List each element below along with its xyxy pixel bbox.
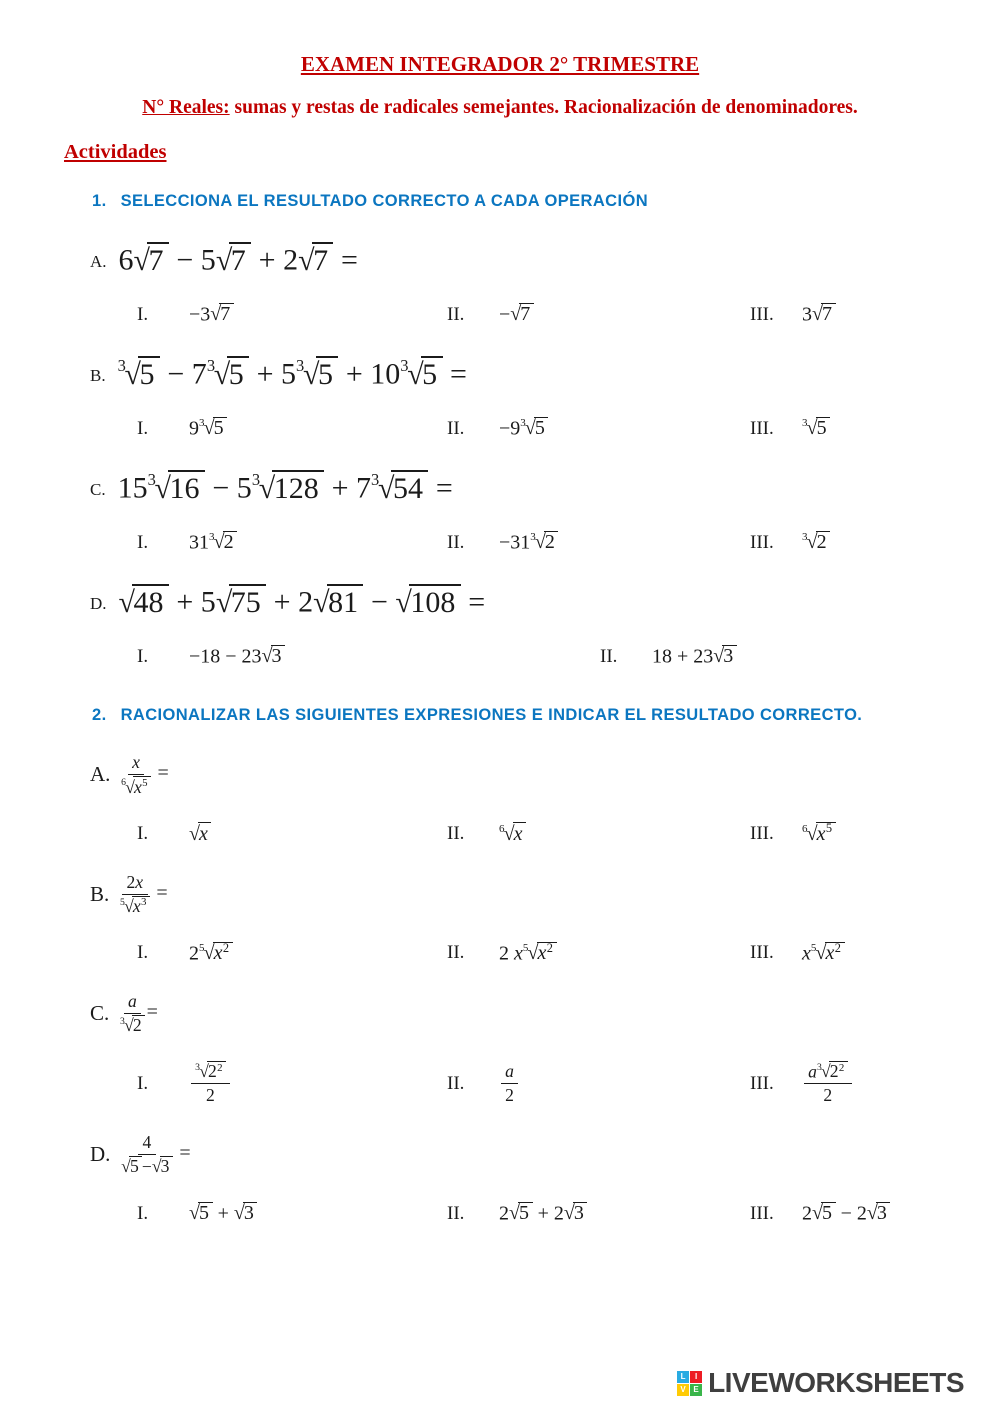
exercise-label: B. (90, 365, 106, 385)
option-label: II. (447, 417, 465, 439)
options-1a (137, 303, 1000, 326)
question-2-header (92, 704, 1000, 726)
exercise-label: B. (90, 881, 110, 906)
option-label: III. (750, 1072, 774, 1094)
option-label: II. (447, 823, 465, 845)
options-2d (137, 1202, 1000, 1225)
option-label: I. (137, 942, 149, 964)
option-label: III. (750, 1202, 774, 1224)
exercise-expression: √48 + 5√75 + 2√81 − √108 = (118, 585, 486, 619)
subtitle (0, 97, 1000, 119)
exercise-2b (90, 872, 1000, 917)
exercise-label: C. (90, 479, 106, 499)
option-label: III. (750, 823, 774, 845)
option-label: I. (137, 1202, 149, 1224)
answer-option[interactable] (447, 531, 750, 554)
option-label: II. (447, 942, 465, 964)
option-label: II. (447, 1202, 465, 1224)
option-value: √5 + √3 (189, 1202, 257, 1225)
answer-option[interactable] (137, 1061, 447, 1106)
option-value: $^6$√x (499, 822, 526, 845)
question-prompt: RACIONALIZAR LAS SIGUIENTES EXPRESIONES E INDICAR EL RESULTADO CORRECTO. (120, 706, 863, 725)
exercise-label: C. (90, 1001, 110, 1026)
option-label: II. (447, 531, 465, 553)
page-title-text: EXAMEN INTEGRADOR 2° TRIMESTRE (300, 52, 700, 76)
answer-option[interactable] (447, 303, 750, 326)
footer (677, 1367, 964, 1399)
exercise-2a (90, 752, 1000, 797)
answer-option[interactable] (137, 303, 447, 326)
answer-option[interactable] (600, 645, 1000, 668)
answer-option[interactable] (750, 531, 1000, 554)
option-value: $^3$√2 (802, 531, 830, 554)
option-value: $^3$√5 (802, 417, 830, 440)
option-value: 2√5 − 2√3 (802, 1202, 890, 1225)
exercise-expression: $^3√5 - 7^3√5 + 5^3√5 + 10^3√5$ = (117, 356, 467, 391)
exercise-label: D. (90, 593, 107, 613)
option-value: −18 − 23√3 (189, 645, 285, 668)
subtitle-topic: N° Reales: (142, 97, 230, 118)
answer-option[interactable] (447, 417, 750, 440)
liveworksheets-wordmark: LIVEWORKSHEETS (708, 1367, 964, 1398)
logo-tile-v: V (677, 1384, 689, 1396)
answer-option[interactable] (137, 645, 600, 668)
option-value: −√7 (499, 303, 534, 326)
exercise-expression: 6√7 − 5√7 + 2√7 = (118, 243, 358, 277)
subtitle-description: sumas y restas de radicales semejantes. Racionalización de denominadores. (234, 97, 858, 118)
question-number: 1. (92, 192, 107, 210)
option-label: I. (137, 417, 149, 439)
option-value: $x^5√x^2$ (802, 942, 845, 965)
option-value: 18 + 23√3 (652, 645, 737, 668)
answer-option[interactable] (447, 1202, 750, 1225)
answer-option[interactable] (137, 417, 447, 440)
exercise-2c (90, 991, 1000, 1036)
options-2a (137, 822, 1000, 845)
option-label: II. (447, 303, 465, 325)
answer-option[interactable] (137, 942, 447, 965)
exercise-expression: $15^3√16 - 5^3√128 + 7^3√54$ = (117, 470, 453, 505)
option-label: I. (137, 303, 149, 325)
option-value: 3√7 (802, 303, 836, 326)
options-1c (137, 531, 1000, 554)
exercise-1a (90, 242, 1000, 278)
option-label: III. (750, 942, 774, 964)
exercise-2d (90, 1132, 1000, 1177)
answer-option[interactable] (447, 1061, 750, 1106)
liveworksheets-logo[interactable] (677, 1367, 964, 1399)
question-prompt: SELECCIONA EL RESULTADO CORRECTO A CADA OPERACIÓN (120, 192, 649, 210)
option-label: I. (137, 1072, 149, 1094)
option-label: I. (137, 645, 149, 667)
answer-option[interactable] (750, 822, 1000, 845)
exercise-expression: $\frac{4}{√5 -√3}$ = (121, 1132, 191, 1177)
page-title (0, 52, 1000, 77)
logo-tile-i: I (690, 1371, 702, 1383)
option-value: √x (189, 822, 211, 845)
option-value: $^6√x^5$ (802, 822, 836, 845)
exercise-1b (90, 356, 1000, 392)
option-value: 2 $x^5√x^2$ (499, 942, 557, 965)
answer-option[interactable] (137, 1202, 447, 1225)
answer-option[interactable] (750, 1061, 1000, 1106)
answer-option[interactable] (447, 942, 750, 965)
option-label: II. (447, 1072, 465, 1094)
answer-option[interactable] (750, 1202, 1000, 1225)
answer-option[interactable] (137, 822, 447, 845)
logo-tile-e: E (690, 1384, 702, 1396)
answer-option[interactable] (447, 822, 750, 845)
option-value: $9^3√5$ (189, 417, 227, 440)
exercise-label: D. (90, 1141, 111, 1166)
liveworksheets-icon (677, 1371, 702, 1396)
options-2b (137, 942, 1000, 965)
section-heading-text: Actividades (64, 141, 167, 163)
exercise-expression: $\frac{2x}{^5√x^3}$ = (120, 871, 168, 916)
section-heading (64, 141, 1000, 164)
option-value: −3√7 (189, 303, 234, 326)
question-1-header (92, 190, 1000, 212)
option-value: $\frac{a}{2}$ (499, 1061, 520, 1106)
option-value: $31^3√2$ (189, 531, 237, 554)
option-label: I. (137, 823, 149, 845)
question-number: 2. (92, 706, 107, 725)
logo-tile-l: L (677, 1371, 689, 1383)
options-1d (137, 645, 1000, 668)
answer-option[interactable] (750, 942, 1000, 965)
option-value: 2√5 + 2√3 (499, 1202, 587, 1225)
exercise-1c (90, 470, 1000, 506)
exercise-label: A. (90, 251, 107, 271)
options-1b (137, 417, 1000, 440)
answer-option[interactable] (750, 417, 1000, 440)
option-label: III. (750, 417, 774, 439)
option-value: $-9^3√5$ (499, 417, 548, 440)
option-value: $-31^3√2$ (499, 531, 558, 554)
option-label: I. (137, 531, 149, 553)
option-value: $\frac{a^3√2^2}{2}$ (802, 1061, 854, 1106)
option-label: III. (750, 303, 774, 325)
exercise-1d (90, 584, 1000, 620)
exercise-expression: $\frac{a}{^3√2}$ = (120, 991, 158, 1036)
option-label: III. (750, 531, 774, 553)
option-value: $2^5√x^2$ (189, 942, 233, 965)
option-value: $\frac{^3√2^2}{2}$ (189, 1061, 232, 1106)
exercise-label: A. (90, 762, 111, 787)
exercise-expression: $\frac{x}{^6√x^5}$ = (121, 752, 169, 797)
options-2c (137, 1061, 1000, 1106)
option-label: II. (600, 645, 618, 667)
answer-option[interactable] (750, 303, 1000, 326)
answer-option[interactable] (137, 531, 447, 554)
